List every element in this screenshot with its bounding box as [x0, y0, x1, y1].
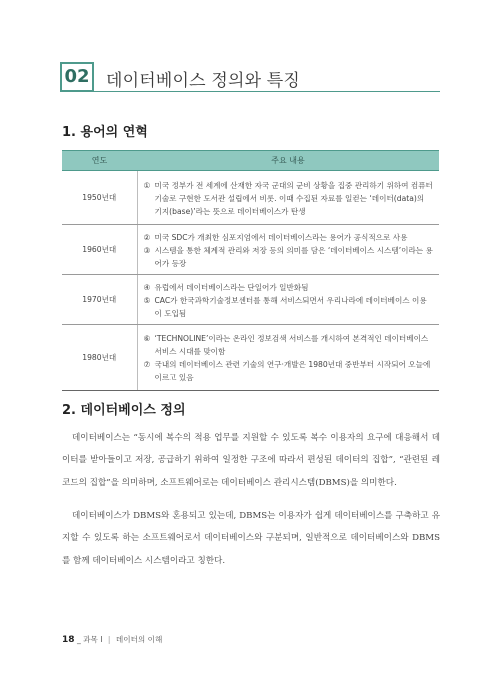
year-cell: 1950년대 — [62, 171, 137, 225]
list-item — [144, 244, 434, 270]
item-marker: ⑥ — [143, 334, 151, 343]
item-marker: ① — [143, 180, 151, 190]
year-cell: 1980년대 — [62, 325, 137, 391]
footer-part: 과목 Ⅰ — [83, 635, 103, 644]
content-cell — [137, 325, 439, 391]
item-text: 유럽에서 데이터베이스라는 단일어가 일반화됨 — [154, 282, 309, 292]
table-row — [62, 171, 439, 225]
paragraph — [62, 427, 440, 494]
item-marker: ⑤ — [143, 295, 151, 305]
item-text: CAC가 한국과학기술정보센터를 통해 서비스되면서 우리나라에 데이터베이스 이용이 도입됨 — [154, 295, 427, 318]
chapter-underline — [94, 91, 440, 92]
list-item — [144, 294, 434, 320]
table-header-row — [62, 151, 439, 171]
chapter-title: 데이터베이스 정의와 특징 — [106, 71, 301, 91]
footer-dash: _ — [76, 635, 81, 644]
list-item — [144, 179, 434, 218]
content-cell — [137, 171, 439, 225]
paragraph-text: 데이터베이스가 DBMS와 혼용되고 있는데, DBMS는 이용자가 쉽게 데이터베이스를 구축하고 유지할 수 있도록 하는 소프트웨어로서 데이터베이스와 구분되며, 일반적으로 데이터베이스와 DBMS를 함께 데이터베이스 시스템이라고 칭한다. — [62, 511, 440, 566]
item-text: 시스템을 통한 체계적 관리와 저장 등의 의미를 담은 ‘데이터베이스 시스템’이라는 용어가 등장 — [154, 245, 433, 268]
header-year: 연도 — [62, 151, 137, 171]
item-text: 국내의 데이터베이스 관련 기술의 연구·개발은 1980년대 중반부터 시작되어 오늘에 이르고 있음 — [154, 360, 431, 382]
page-footer — [62, 634, 162, 645]
table-row — [62, 275, 439, 325]
list-item — [144, 231, 434, 244]
paragraph-text: 데이터베이스는 “동시에 복수의 적용 업무를 지원할 수 있도록 복수 이용자의 요구에 대응해서 데이터를 받아들이고 저장, 공급하기 위하여 일정한 구조에 따라서 편성된 데이터의 집합”, “관련된 레코드의 집합”을 의미하며, 소프트웨어로는 데이터베이스 관리시스템(DBMS)을 의미한다. — [62, 433, 440, 488]
page-number: 18 — [62, 635, 75, 645]
footer-separator: | — [107, 635, 111, 644]
item-marker: ② — [143, 232, 151, 242]
item-text: 미국 SDC가 개최한 심포지엄에서 데이터베이스라는 용어가 공식적으로 사용 — [154, 232, 408, 242]
table-row — [62, 325, 439, 391]
list-item — [144, 281, 434, 294]
content-cell — [137, 225, 439, 275]
paragraph — [62, 505, 440, 572]
section-title-history: 1. 용어의 연혁 — [62, 125, 148, 140]
item-marker: ⑦ — [143, 360, 151, 369]
item-text: ‘TECHNOLINE’이라는 온라인 정보검색 서비스를 개시하여 본격적인 데이터베이스 서비스 시대를 맞이함 — [154, 334, 429, 356]
year-cell: 1970년대 — [62, 275, 137, 325]
content-cell — [137, 275, 439, 325]
table-row — [62, 225, 439, 275]
list-item — [144, 332, 434, 358]
chapter-header — [60, 62, 440, 94]
item-text: 미국 정부가 전 세계에 산재한 자국 군대의 군비 상황을 집중 관리하기 위하여 컴퓨터 기술로 구현한 도서관 설립에서 비롯. 이때 수집된 자료를 일컫는 ‘데이터(data)의 기지(base)’라는 뜻으로 데이터베이스가 탄생 — [154, 180, 433, 216]
footer-subject: 데이터의 이해 — [115, 635, 163, 644]
chapter-number: 02 — [60, 62, 94, 92]
header-content: 주요 내용 — [137, 151, 439, 171]
item-marker: ④ — [143, 282, 151, 292]
section-title-definition: 2. 데이터베이스 정의 — [62, 403, 186, 418]
list-item — [144, 358, 434, 384]
item-marker: ③ — [143, 245, 151, 255]
year-cell: 1960년대 — [62, 225, 137, 275]
history-table — [62, 150, 439, 391]
